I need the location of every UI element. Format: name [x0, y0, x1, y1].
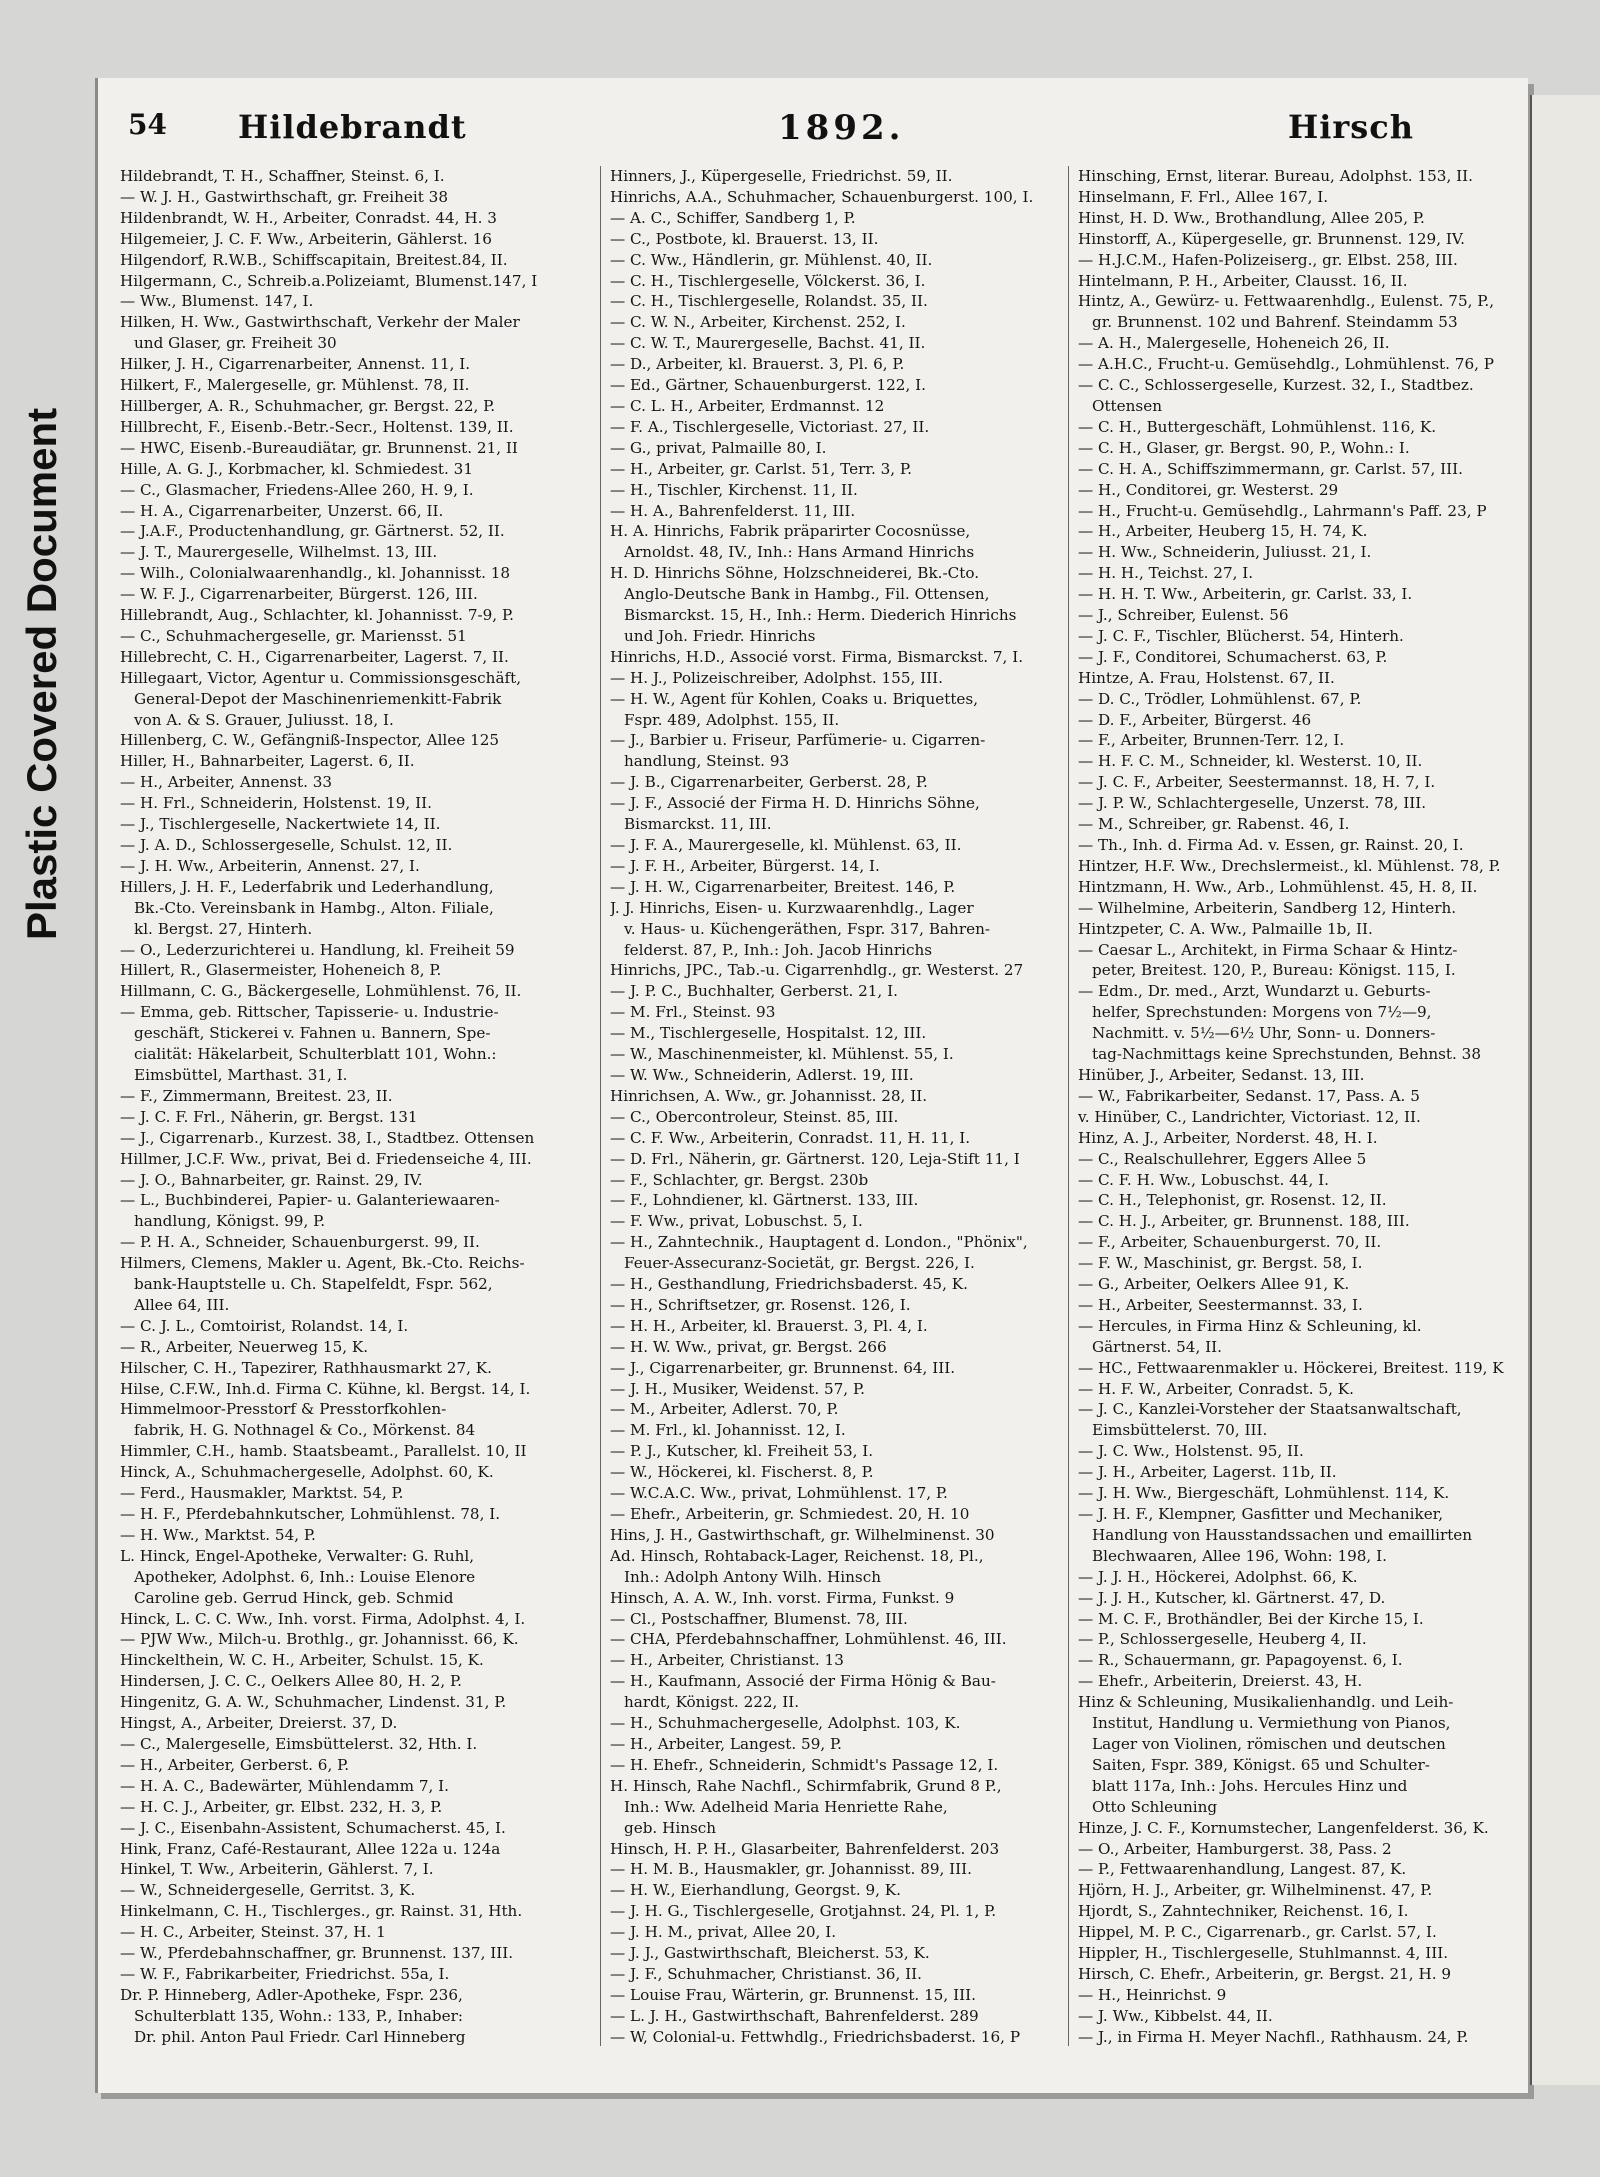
directory-entry: — J., Barbier u. Friseur, Parfümerie- u. Cigarren-: [610, 731, 986, 750]
directory-entry: — H., Gesthandlung, Friedrichsbaderst. 45, K.: [610, 1275, 968, 1294]
directory-entry: — H. C. J., Arbeiter, gr. Elbst. 232, H. 3, P.: [120, 1797, 443, 1816]
directory-entry: Hinst, H. D. Ww., Brothandlung, Allee 205, P.: [1078, 208, 1425, 227]
directory-entry: — Ehefr., Arbeiterin, gr. Schmiedest. 20, H. 10: [610, 1505, 970, 1523]
directory-entry: — Ed., Gärtner, Schauenburgerst. 122, I.: [610, 376, 926, 395]
directory-entry: Hinrichs, JPC., Tab.-u. Cigarrenhdlg., gr. Westerst. 27: [610, 961, 1024, 980]
directory-entry: — Ww., Blumenst. 147, I.: [120, 292, 314, 311]
directory-entry: — H., Arbeiter, Seestermannst. 33, I.: [1078, 1295, 1363, 1314]
plastic-cover-label: Plastic Covered Document: [18, 407, 65, 940]
directory-entry: — H., Arbeiter, Annenst. 33: [120, 773, 333, 792]
directory-entry: — P. H. A., Schneider, Schauenburgerst. 99, II.: [120, 1233, 480, 1252]
directory-entry: — J. H. Ww., Biergeschäft, Lohmühlenst. 114, K.: [1078, 1484, 1450, 1503]
directory-entry: Dr. phil. Anton Paul Friedr. Carl Hinneberg: [134, 2027, 466, 2046]
directory-entry: Saiten, Fspr. 389, Königst. 65 und Schulter-: [1092, 1755, 1430, 1774]
directory-entry: — D., Arbeiter, kl. Brauerst. 3, Pl. 6, P.: [610, 355, 905, 374]
directory-entry: Ottensen: [1092, 396, 1162, 415]
directory-entry: — W. F., Fabrikarbeiter, Friedrichst. 55a, I.: [120, 1964, 450, 1983]
directory-entry: gr. Brunnenst. 102 und Bahrenf. Steindamm 53: [1092, 313, 1458, 332]
directory-entry: — A. H., Malergeselle, Hoheneich 26, II.: [1078, 334, 1390, 353]
directory-entry: — C., Glasmacher, Friedens-Allee 260, H. 9, I.: [120, 480, 474, 499]
directory-entry: Hinck, L. C. C. Ww., Inh. vorst. Firma, Adolphst. 4, I.: [120, 1609, 526, 1628]
directory-entry: — F., Arbeiter, Schauenburgerst. 70, II.: [1078, 1233, 1382, 1252]
directory-entry: Hillmann, C. G., Bäckergeselle, Lohmühlenst. 76, II.: [120, 982, 522, 1001]
directory-entry: v. Hinüber, C., Landrichter, Victoriast. 12, II.: [1078, 1107, 1421, 1126]
directory-entry: — J. C. F., Tischler, Blücherst. 54, Hinterh.: [1078, 626, 1404, 645]
directory-entry: — L., Buchbinderei, Papier- u. Galanteriewaaren-: [120, 1191, 500, 1210]
directory-entry: — H. F. C. M., Schneider, kl. Westerst. 10, II.: [1078, 752, 1423, 771]
directory-page: [95, 78, 1528, 2093]
directory-column-2: [610, 166, 1058, 2066]
directory-entry: Eimsbüttel, Marthast. 31, I.: [134, 1065, 348, 1084]
directory-entry: — W.C.A.C. Ww., privat, Lohmühlenst. 17, P.: [610, 1484, 948, 1503]
directory-entry: — H. H., Arbeiter, kl. Brauerst. 3, Pl. 4, I.: [610, 1316, 928, 1335]
directory-entry: Hilscher, C. H., Tapezirer, Rathhausmarkt 27, K.: [120, 1358, 492, 1377]
directory-entry: Hille, A. G. J., Korbmacher, kl. Schmiedest. 31: [120, 459, 474, 478]
directory-entry: — A.H.C., Frucht-u. Gemüsehdlg., Lohmühlenst. 76, P: [1078, 355, 1494, 374]
directory-entry: — R., Schauermann, gr. Papagoyenst. 6, I.: [1078, 1651, 1403, 1670]
header-year: 1892.: [778, 108, 905, 148]
header-last-name: Hirsch: [1288, 108, 1415, 146]
directory-entry: Hirsch, C. Ehefr., Arbeiterin, gr. Bergst. 21, H. 9: [1078, 1964, 1452, 1983]
directory-entry: Nachmitt. v. 5½—6½ Uhr, Sonn- u. Donners-: [1092, 1024, 1436, 1043]
directory-entry: — P. J., Kutscher, kl. Freiheit 53, I.: [610, 1442, 874, 1461]
column-divider: [1068, 166, 1069, 2046]
directory-entry: — F., Arbeiter, Brunnen-Terr. 12, I.: [1078, 731, 1345, 750]
directory-entry: Hiller, H., Bahnarbeiter, Lagerst. 6, II.: [120, 752, 415, 771]
directory-entry: — H., Schuhmachergeselle, Adolphst. 103, K.: [610, 1714, 961, 1733]
directory-entry: geb. Hinsch: [624, 1818, 717, 1837]
directory-entry: — H. W., Agent für Kohlen, Coaks u. Briquettes,: [610, 689, 979, 708]
directory-entry: — C., Postbote, kl. Brauerst. 13, II.: [610, 229, 879, 248]
directory-entry: — Wilh., Colonialwaarenhandlg., kl. Johannisst. 18: [120, 564, 511, 583]
directory-entry: — H., Arbeiter, Langest. 59, P.: [610, 1734, 843, 1753]
directory-entry: — Emma, geb. Rittscher, Tapisserie- u. Industrie-: [120, 1003, 499, 1022]
directory-entry: — R., Arbeiter, Neuerweg 15, K.: [120, 1337, 369, 1356]
directory-entry: — H. H., Teichst. 27, I.: [1078, 564, 1254, 583]
directory-entry: Hillebrecht, C. H., Cigarrenarbeiter, Lagerst. 7, II.: [120, 647, 509, 666]
directory-column-3: [1078, 166, 1508, 2066]
directory-entry: — CHA, Pferdebahnschaffner, Lohmühlenst. 46, III.: [610, 1630, 1007, 1649]
directory-entry: — W. Ww., Schneiderin, Adlerst. 19, III.: [610, 1065, 914, 1084]
directory-entry: Bismarckst. 11, III.: [624, 815, 772, 834]
directory-entry: — M. Frl., Steinst. 93: [610, 1003, 776, 1022]
directory-entry: — J. P. C., Buchhalter, Gerberst. 21, I.: [610, 982, 898, 1001]
directory-entry: — M. Frl., kl. Johannisst. 12, I.: [610, 1421, 846, 1440]
directory-entry: Hinsch, H. P. H., Glasarbeiter, Bahrenfelderst. 203: [610, 1839, 1000, 1858]
directory-entry: — J. H. Ww., Arbeiterin, Annenst. 27, I.: [120, 856, 420, 875]
directory-entry: Hillmer, J.C.F. Ww., privat, Bei d. Friedenseiche 4, III.: [120, 1149, 532, 1168]
directory-entry: Himmler, C.H., hamb. Staatsbeamt., Parallelst. 10, II: [120, 1442, 527, 1461]
directory-entry: Hinstorff, A., Küpergeselle, gr. Brunnenst. 129, IV.: [1078, 229, 1465, 248]
directory-entry: Apotheker, Adolphst. 6, Inh.: Louise Elenore: [134, 1567, 476, 1586]
directory-entry: Hinckelthein, W. C. H., Arbeiter, Schulst. 15, K.: [120, 1651, 484, 1670]
column-divider: [600, 166, 601, 2046]
directory-entry: Hingenitz, G. A. W., Schuhmacher, Lindenst. 31, P.: [120, 1693, 507, 1712]
directory-entry: — H., Arbeiter, Gerberst. 6, P.: [120, 1755, 350, 1774]
directory-entry: — C. C., Schlossergeselle, Kurzest. 32, I., Stadtbez.: [1078, 376, 1474, 395]
directory-entry: — H., Conditorei, gr. Westerst. 29: [1078, 480, 1339, 499]
directory-entry: Hillert, R., Glasermeister, Hoheneich 8, P.: [120, 961, 442, 980]
directory-entry: — F. Ww., privat, Lobuschst. 5, I.: [610, 1212, 863, 1231]
directory-entry: Hinners, J., Küpergeselle, Friedrichst. 59, II.: [610, 167, 953, 185]
directory-entry: Hintze, A. Frau, Holstenst. 67, II.: [1078, 668, 1335, 687]
directory-entry: und Glaser, gr. Freiheit 30: [134, 334, 337, 353]
directory-entry: — C., Realschullehrer, Eggers Allee 5: [1078, 1149, 1367, 1168]
directory-entry: — Cl., Postschaffner, Blumenst. 78, III.: [610, 1609, 908, 1628]
directory-entry: — F., Lohndiener, kl. Gärtnerst. 133, III.: [610, 1191, 919, 1210]
directory-entry: — C. H., Telephonist, gr. Rosenst. 12, II.: [1078, 1191, 1387, 1210]
directory-entry: Hinrichs, A.A., Schuhmacher, Schauenburgerst. 100, I.: [610, 187, 1034, 206]
directory-entry: — L. J. H., Gastwirthschaft, Bahrenfelderst. 289: [610, 2006, 979, 2025]
directory-entry: — Ehefr., Arbeiterin, Dreierst. 43, H.: [1078, 1672, 1363, 1691]
directory-entry: — C., Malergeselle, Eimsbüttelerst. 32, Hth. I.: [120, 1734, 478, 1753]
directory-entry: — C. W. T., Maurergeselle, Bachst. 41, II.: [610, 334, 926, 353]
directory-entry: handlung, Steinst. 93: [624, 752, 790, 771]
directory-entry: — J., Cigarrenarb., Kurzest. 38, I., Stadtbez. Ottensen: [120, 1128, 535, 1147]
directory-entry: — H. Ww., Schneiderin, Juliusst. 21, I.: [1078, 543, 1372, 562]
directory-entry: — J. F., Schuhmacher, Christianst. 36, II.: [610, 1964, 922, 1983]
directory-entry: Hinselmann, F. Frl., Allee 167, I.: [1078, 187, 1329, 206]
directory-entry: Hinkel, T. Ww., Arbeiterin, Gählerst. 7, I.: [120, 1860, 434, 1879]
directory-entry: — C. L. H., Arbeiter, Erdmannst. 12: [610, 396, 885, 415]
directory-entry: — Wilhelmine, Arbeiterin, Sandberg 12, Hinterh.: [1078, 898, 1457, 917]
directory-entry: — J. C., Kanzlei-Vorsteher der Staatsanwaltschaft,: [1078, 1400, 1462, 1419]
directory-entry: — Hercules, in Firma Hinz & Schleuning, kl.: [1078, 1316, 1422, 1335]
directory-entry: — Th., Inh. d. Firma Ad. v. Essen, gr. Rainst. 20, I.: [1078, 836, 1464, 854]
directory-entry: — W., Pferdebahnschaffner, gr. Brunnenst. 137, III.: [120, 1944, 514, 1963]
directory-entry: — J. T., Maurergeselle, Wilhelmst. 13, III.: [120, 543, 438, 562]
directory-entry: — W., Fabrikarbeiter, Sedanst. 17, Pass. A. 5: [1078, 1086, 1420, 1105]
directory-entry: — C. H., Buttergeschäft, Lohmühlenst. 116, K.: [1078, 417, 1437, 436]
directory-entry: — H. H. T. Ww., Arbeiterin, gr. Carlst. 33, I.: [1078, 585, 1413, 604]
directory-entry: — C., Obercontroleur, Steinst. 85, III.: [610, 1107, 899, 1126]
directory-column-1: [120, 166, 590, 2066]
directory-entry: Hildenbrandt, W. H., Arbeiter, Conradst. 44, H. 3: [120, 208, 497, 227]
directory-entry: — H. Ehefr., Schneiderin, Schmidt's Passage 12, I.: [610, 1755, 999, 1774]
directory-entry: Hinsch, A. A. W., Inh. vorst. Firma, Funkst. 9: [610, 1588, 955, 1607]
directory-entry: Hintz, A., Gewürz- u. Fettwaarenhdlg., Eulenst. 75, P.,: [1078, 292, 1495, 311]
directory-entry: Hippler, H., Tischlergeselle, Stuhlmannst. 4, III.: [1078, 1944, 1449, 1963]
directory-entry: — J. P. W., Schlachtergeselle, Unzerst. 78, III.: [1078, 794, 1427, 813]
directory-entry: Hilken, H. Ww., Gastwirthschaft, Verkehr der Maler: [120, 313, 520, 332]
directory-entry: — H. A., Bahrenfelderst. 11, III.: [610, 501, 856, 520]
directory-entry: Bismarckst. 15, H., Inh.: Herm. Diederich Hinrichs: [624, 606, 1017, 625]
directory-entry: — H. A. C., Badewärter, Mühlendamm 7, I.: [120, 1776, 449, 1795]
directory-entry: — C. H., Glaser, gr. Bergst. 90, P., Wohn.: I.: [1078, 438, 1410, 457]
directory-entry: Fspr. 489, Adolphst. 155, II.: [624, 710, 840, 729]
directory-entry: — C. H., Tischlergeselle, Rolandst. 35, II.: [610, 292, 928, 311]
directory-entry: — H. Frl., Schneiderin, Holstenst. 19, II.: [120, 794, 432, 813]
directory-entry: — PJW Ww., Milch-u. Brothlg., gr. Johannisst. 66, K.: [120, 1630, 519, 1649]
directory-entry: — H. F. W., Arbeiter, Conradst. 5, K.: [1078, 1379, 1354, 1398]
directory-entry: — W, Colonial-u. Fettwhdlg., Friedrichsbaderst. 16, P: [610, 2027, 1021, 2046]
directory-entry: — F. A., Tischlergeselle, Victoriast. 27, II.: [610, 417, 930, 436]
directory-entry: Hjörn, H. J., Arbeiter, gr. Wilhelminenst. 47, P.: [1078, 1881, 1433, 1900]
directory-entry: und Joh. Friedr. Hinrichs: [624, 626, 816, 645]
directory-entry: — F., Zimmermann, Breitest. 23, II.: [120, 1086, 393, 1105]
directory-entry: — W. J. H., Gastwirthschaft, gr. Freiheit 38: [120, 187, 449, 206]
directory-entry: cialität: Häkelarbeit, Schulterblatt 101, Wohn.:: [134, 1045, 497, 1064]
directory-entry: Hins, J. H., Gastwirthschaft, gr. Wilhelminenst. 30: [610, 1525, 995, 1544]
directory-entry: — D. C., Trödler, Lohmühlenst. 67, P.: [1078, 689, 1362, 708]
directory-entry: Inh.: Ww. Adelheid Maria Henriette Rahe,: [624, 1797, 948, 1816]
directory-entry: Hillenberg, C. W., Gefängniß-Inspector, Allee 125: [120, 731, 500, 750]
directory-entry: — J. H. M., privat, Allee 20, I.: [610, 1923, 837, 1942]
directory-entry: Inh.: Adolph Antony Wilh. Hinsch: [624, 1567, 882, 1586]
directory-entry: — J. C., Eisenbahn-Assistent, Schumacherst. 45, I.: [120, 1818, 506, 1837]
directory-entry: Hinze, J. C. F., Kornumstecher, Langenfelderst. 36, K.: [1078, 1818, 1489, 1837]
directory-entry: General-Depot der Maschinenriemenkitt-Fabrik: [134, 689, 502, 708]
directory-entry: — W. F. J., Cigarrenarbeiter, Bürgerst. 126, III.: [120, 585, 478, 604]
directory-entry: — W., Höckerei, kl. Fischerst. 8, P.: [610, 1463, 874, 1482]
directory-entry: — H., Arbeiter, Christianst. 13: [610, 1651, 844, 1670]
directory-entry: — O., Lederzurichterei u. Handlung, kl. Freiheit 59: [120, 940, 515, 959]
directory-entry: fabrik, H. G. Nothnagel & Co., Mörkenst. 84: [134, 1421, 476, 1440]
directory-entry: — C. W. N., Arbeiter, Kirchenst. 252, I.: [610, 313, 906, 332]
directory-entry: — C. F. Ww., Arbeiterin, Conradst. 11, H. 11, I.: [610, 1128, 971, 1147]
directory-entry: — J. O., Bahnarbeiter, gr. Rainst. 29, IV.: [120, 1170, 423, 1189]
directory-entry: Dr. P. Hinneberg, Adler-Apotheke, Fspr. 236,: [120, 1985, 463, 2004]
directory-entry: — J. F., Conditorei, Schumacherst. 63, P.: [1078, 647, 1388, 666]
directory-entry: — J. F., Associé der Firma H. D. Hinrichs Söhne,: [610, 794, 980, 813]
directory-entry: Otto Schleuning: [1092, 1797, 1218, 1816]
directory-entry: — C. F. H. Ww., Lobuschst. 44, I.: [1078, 1170, 1329, 1189]
directory-entry: — H., Zahntechnik., Hauptagent d. London., "Phönix",: [610, 1233, 1028, 1252]
directory-entry: Schulterblatt 135, Wohn.: 133, P., Inhaber:: [134, 2006, 464, 2025]
directory-entry: Blechwaaren, Allee 196, Wohn: 198, I.: [1092, 1546, 1387, 1565]
directory-entry: — J. B., Cigarrenarbeiter, Gerberst. 28, P.: [610, 773, 928, 792]
directory-entry: — D. F., Arbeiter, Bürgerst. 46: [1078, 710, 1312, 729]
directory-entry: J. J. Hinrichs, Eisen- u. Kurzwaarenhdlg., Lager: [610, 898, 974, 917]
directory-entry: Allee 64, III.: [134, 1295, 230, 1314]
directory-entry: — J., Tischlergeselle, Nackertwiete 14, II.: [120, 815, 441, 834]
directory-entry: H. D. Hinrichs Söhne, Holzschneiderei, Bk.-Cto.: [610, 564, 980, 583]
directory-entry: — J., Schreiber, Eulenst. 56: [1078, 606, 1289, 625]
directory-entry: — J. H. F., Klempner, Gasfitter und Mechaniker,: [1078, 1505, 1444, 1523]
directory-entry: felderst. 87, P., Inh.: Joh. Jacob Hinrichs: [624, 940, 933, 959]
directory-entry: Hilgendorf, R.W.B., Schiffscapitain, Breitest.84, II.: [120, 250, 508, 269]
directory-entry: — H., Schriftsetzer, gr. Rosenst. 126, I.: [610, 1295, 911, 1314]
directory-entry: Hindersen, J. C. C., Oelkers Allee 80, H. 2, P.: [120, 1672, 462, 1691]
directory-entry: — H., Tischler, Kirchenst. 11, II.: [610, 480, 858, 499]
directory-entry: handlung, Königst. 99, P.: [134, 1212, 326, 1231]
directory-entry: — H., Kaufmann, Associé der Firma Hönig & Bau-: [610, 1672, 996, 1691]
directory-entry: — J. C. F. Frl., Näherin, gr. Bergst. 131: [120, 1107, 418, 1126]
page-header: [98, 108, 1528, 158]
directory-entry: Handlung von Hausstandssachen und emaillirten: [1092, 1525, 1473, 1544]
directory-entry: v. Haus- u. Küchengeräthen, Fspr. 317, Bahren-: [624, 919, 990, 938]
directory-entry: — W., Maschinenmeister, kl. Mühlenst. 55, I.: [610, 1045, 954, 1064]
directory-entry: Institut, Handlung u. Vermiethung von Pianos,: [1092, 1714, 1451, 1733]
directory-entry: — H., Arbeiter, gr. Carlst. 51, Terr. 3, P.: [610, 459, 912, 478]
directory-entry: Hippel, M. P. C., Cigarrenarb., gr. Carlst. 57, I.: [1078, 1923, 1437, 1942]
directory-entry: Feuer-Assecuranz-Societät, gr. Bergst. 226, I.: [624, 1254, 975, 1273]
directory-entry: peter, Breitest. 120, P., Bureau: Königst. 115, I.: [1092, 961, 1456, 980]
directory-entry: — H. W., Eierhandlung, Georgst. 9, K.: [610, 1881, 901, 1900]
directory-entry: — F. W., Maschinist, gr. Bergst. 58, I.: [1078, 1254, 1363, 1273]
directory-entry: — J. H., Musiker, Weidenst. 57, P.: [610, 1379, 865, 1398]
directory-entry: Hinsching, Ernst, literar. Bureau, Adolphst. 153, II.: [1078, 167, 1473, 185]
directory-entry: — G., Arbeiter, Oelkers Allee 91, K.: [1078, 1275, 1350, 1294]
directory-entry: Hillebrandt, Aug., Schlachter, kl. Johannisst. 7-9, P.: [120, 606, 514, 625]
directory-entry: Himmelmoor-Presstorf & Presstorfkohlen-: [120, 1400, 447, 1419]
directory-entry: — Ferd., Hausmakler, Marktst. 54, P.: [120, 1484, 404, 1503]
directory-entry: — C., Schuhmachergeselle, gr. Mariensst. 51: [120, 626, 467, 645]
directory-entry: Caroline geb. Gerrud Hinck, geb. Schmid: [134, 1588, 454, 1607]
directory-entry: hardt, Königst. 222, II.: [624, 1693, 800, 1712]
directory-entry: bank-Hauptstelle u. Ch. Stapelfeldt, Fspr. 562,: [134, 1275, 493, 1294]
directory-entry: — A. C., Schiffer, Sandberg 1, P.: [610, 208, 856, 227]
directory-entry: — H. A., Cigarrenarbeiter, Unzerst. 66, II.: [120, 501, 444, 520]
directory-entry: — J. H., Arbeiter, Lagerst. 11b, II.: [1078, 1463, 1337, 1482]
directory-entry: Eimsbüttelerst. 70, III.: [1092, 1421, 1268, 1440]
directory-entry: Hillberger, A. R., Schuhmacher, gr. Bergst. 22, P.: [120, 396, 496, 415]
directory-entry: H. Hinsch, Rahe Nachfl., Schirmfabrik, Grund 8 P.,: [610, 1776, 1002, 1795]
directory-entry: — H., Arbeiter, Heuberg 15, H. 74, K.: [1078, 522, 1368, 541]
directory-entry: Hintzpeter, C. A. Ww., Palmaille 1b, II.: [1078, 919, 1373, 938]
directory-entry: — J. F. H., Arbeiter, Bürgerst. 14, I.: [610, 856, 880, 875]
directory-entry: — J., Cigarrenarbeiter, gr. Brunnenst. 64, III.: [610, 1358, 956, 1377]
directory-entry: Hinrichs, H.D., Associé vorst. Firma, Bismarckst. 7, I.: [610, 647, 1024, 666]
directory-entry: blatt 117a, Inh.: Johs. Hercules Hinz und: [1092, 1776, 1408, 1795]
directory-entry: — Edm., Dr. med., Arzt, Wundarzt u. Geburts-: [1078, 982, 1431, 1001]
directory-entry: — J. F. A., Maurergeselle, kl. Mühlenst. 63, II.: [610, 836, 962, 854]
directory-entry: — P., Schlossergeselle, Heuberg 4, II.: [1078, 1630, 1367, 1649]
header-first-name: Hildebrandt: [238, 108, 467, 146]
directory-entry: Hilse, C.F.W., Inh.d. Firma C. Kühne, kl. Bergst. 14, I.: [120, 1379, 531, 1398]
directory-entry: — C. J. L., Comtoirist, Rolandst. 14, I.: [120, 1316, 409, 1335]
directory-entry: Hillers, J. H. F., Lederfabrik und Lederhandlung,: [120, 877, 494, 896]
directory-entry: — D. Frl., Näherin, gr. Gärtnerst. 120, Leja-Stift 11, I: [610, 1149, 1020, 1168]
directory-entry: Hillegaart, Victor, Agentur u. Commissionsgeschäft,: [120, 668, 522, 687]
directory-entry: — J. H. W., Cigarrenarbeiter, Breitest. 146, P.: [610, 877, 956, 896]
directory-entry: kl. Bergst. 27, Hinterh.: [134, 919, 313, 938]
directory-entry: — P., Fettwaarenhandlung, Langest. 87, K.: [1078, 1860, 1407, 1879]
directory-entry: Hinrichsen, A. Ww., gr. Johannisst. 28, II.: [610, 1086, 928, 1105]
directory-entry: Hinck, A., Schuhmachergeselle, Adolphst. 60, K.: [120, 1463, 494, 1482]
directory-entry: — F., Schlachter, gr. Bergst. 230b: [610, 1170, 869, 1189]
directory-entry: — H. J., Polizeischreiber, Adolphst. 155, III.: [610, 668, 943, 687]
directory-entry: — M., Schreiber, gr. Rabenst. 46, I.: [1078, 815, 1350, 834]
directory-entry: Hinz & Schleuning, Musikalienhandlg. und Leih-: [1078, 1693, 1454, 1712]
directory-entry: — J. J. H., Kutscher, kl. Gärtnerst. 47, D.: [1078, 1588, 1386, 1607]
directory-entry: L. Hinck, Engel-Apotheke, Verwalter: G. Ruhl,: [120, 1546, 475, 1565]
directory-entry: Hilgermann, C., Schreib.a.Polizeiamt, Blumenst.147, I: [120, 271, 538, 290]
directory-entry: Hink, Franz, Café-Restaurant, Allee 122a u. 124a: [120, 1839, 501, 1858]
directory-entry: — C. H., Tischlergeselle, Völckerst. 36, I.: [610, 271, 926, 290]
directory-entry: — H. Ww., Marktst. 54, P.: [120, 1525, 316, 1544]
directory-entry: — M., Tischlergeselle, Hospitalst. 12, III.: [610, 1024, 927, 1043]
directory-entry: von A. & S. Grauer, Juliusst. 18, I.: [134, 710, 394, 729]
page-number: 54: [128, 108, 167, 141]
directory-entry: — C. Ww., Händlerin, gr. Mühlenst. 40, II.: [610, 250, 933, 269]
directory-entry: Hintzer, H.F. Ww., Drechslermeist., kl. Mühlenst. 78, P.: [1078, 856, 1501, 875]
directory-entry: Hilkert, F., Malergeselle, gr. Mühlenst. 78, II.: [120, 376, 470, 395]
directory-entry: — W., Schneidergeselle, Gerritst. 3, K.: [120, 1881, 416, 1900]
directory-entry: — J.A.F., Productenhandlung, gr. Gärtnerst. 52, II.: [120, 522, 505, 541]
directory-entry: — J. J., Gastwirthschaft, Bleicherst. 53, K.: [610, 1944, 930, 1963]
directory-entry: Hilgemeier, J. C. F. Ww., Arbeiterin, Gählerst. 16: [120, 229, 492, 248]
directory-entry: — C. H. J., Arbeiter, gr. Brunnenst. 188, III.: [1078, 1212, 1410, 1231]
directory-entry: — J. A. D., Schlossergeselle, Schulst. 12, II.: [120, 836, 453, 854]
directory-entry: tag-Nachmittags keine Sprechstunden, Behnst. 38: [1092, 1045, 1482, 1064]
directory-entry: — J., in Firma H. Meyer Nachfl., Rathhausm. 24, P.: [1078, 2027, 1469, 2046]
directory-entry: Lager von Violinen, römischen und deutschen: [1092, 1734, 1446, 1753]
directory-entry: Anglo-Deutsche Bank in Hambg., Fil. Ottensen,: [624, 585, 990, 604]
directory-entry: — HC., Fettwaarenmakler u. Höckerei, Breitest. 119, K: [1078, 1358, 1504, 1377]
directory-entry: — H. C., Arbeiter, Steinst. 37, H. 1: [120, 1923, 386, 1942]
directory-entry: — C. H. A., Schiffszimmermann, gr. Carlst. 57, III.: [1078, 459, 1463, 478]
directory-entry: — M., Arbeiter, Adlerst. 70, P.: [610, 1400, 839, 1419]
directory-entry: — J. H. G., Tischlergeselle, Grotjahnst. 24, Pl. 1, P.: [610, 1902, 997, 1921]
directory-entry: Hintzmann, H. Ww., Arb., Lohmühlenst. 45, H. 8, II.: [1078, 877, 1478, 896]
directory-entry: H. A. Hinrichs, Fabrik präparirter Cocosnüsse,: [610, 522, 971, 541]
directory-entry: — Louise Frau, Wärterin, gr. Brunnenst. 15, III.: [610, 1985, 976, 2004]
directory-entry: — Caesar L., Architekt, in Firma Schaar & Hintz-: [1078, 940, 1458, 959]
directory-entry: Bk.-Cto. Vereinsbank in Hambg., Alton. Filiale,: [134, 898, 494, 917]
directory-entry: Arnoldst. 48, IV., Inh.: Hans Armand Hinrichs: [624, 543, 975, 562]
directory-entry: Hildebrandt, T. H., Schaffner, Steinst. 6, I.: [120, 167, 445, 185]
directory-entry: — J. C. F., Arbeiter, Seestermannst. 18, H. 7, I.: [1078, 773, 1436, 792]
directory-entry: Hjordt, S., Zahntechniker, Reichenst. 16, I.: [1078, 1902, 1409, 1921]
directory-entry: Hingst, A., Arbeiter, Dreierst. 37, D.: [120, 1714, 398, 1733]
directory-entry: Hinüber, J., Arbeiter, Sedanst. 13, III.: [1078, 1065, 1365, 1084]
directory-entry: — G., privat, Palmaille 80, I.: [610, 438, 827, 457]
adjacent-page-edge: [1530, 95, 1600, 2085]
directory-entry: Gärtnerst. 54, II.: [1092, 1337, 1222, 1356]
directory-entry: geschäft, Stickerei v. Fahnen u. Bannern, Spe-: [134, 1024, 491, 1043]
directory-entry: Hintelmann, P. H., Arbeiter, Clausst. 16, II.: [1078, 271, 1408, 290]
directory-entry: — H. M. B., Hausmakler, gr. Johannisst. 89, III.: [610, 1860, 972, 1879]
directory-entry: — H. W. Ww., privat, gr. Bergst. 266: [610, 1337, 887, 1356]
directory-entry: — J. C. Ww., Holstenst. 95, II.: [1078, 1442, 1304, 1461]
directory-entry: Hilmers, Clemens, Makler u. Agent, Bk.-Cto. Reichs-: [120, 1254, 525, 1273]
directory-entry: — H. F., Pferdebahnkutscher, Lohmühlenst. 78, I.: [120, 1505, 501, 1523]
directory-entry: — M. C. F., Brothändler, Bei der Kirche 15, I.: [1078, 1609, 1424, 1628]
directory-entry: — J. J. H., Höckerei, Adolphst. 66, K.: [1078, 1567, 1358, 1586]
directory-entry: — J. Ww., Kibbelst. 44, II.: [1078, 2006, 1273, 2025]
directory-entry: Hilker, J. H., Cigarrenarbeiter, Annenst. 11, I.: [120, 355, 471, 374]
directory-entry: Hinz, A. J., Arbeiter, Norderst. 48, H. I.: [1078, 1128, 1378, 1147]
directory-entry: Hinkelmann, C. H., Tischlerges., gr. Rainst. 31, Hth.: [120, 1902, 523, 1921]
directory-entry: — H.J.C.M., Hafen-Polizeiserg., gr. Elbst. 258, III.: [1078, 250, 1458, 269]
directory-entry: helfer, Sprechstunden: Morgens von 7½—9,: [1092, 1003, 1432, 1022]
directory-entry: — H., Heinrichst. 9: [1078, 1985, 1227, 2004]
directory-entry: — H., Frucht-u. Gemüsehdlg., Lahrmann's Paff. 23, P: [1078, 501, 1487, 520]
directory-entry: — HWC, Eisenb.-Bureaudiätar, gr. Brunnenst. 21, II: [120, 438, 518, 457]
directory-entry: Ad. Hinsch, Rohtaback-Lager, Reichenst. 18, Pl.,: [610, 1546, 984, 1565]
directory-entry: Hillbrecht, F., Eisenb.-Betr.-Secr., Holtenst. 139, II.: [120, 417, 514, 436]
directory-entry: — O., Arbeiter, Hamburgerst. 38, Pass. 2: [1078, 1839, 1392, 1858]
